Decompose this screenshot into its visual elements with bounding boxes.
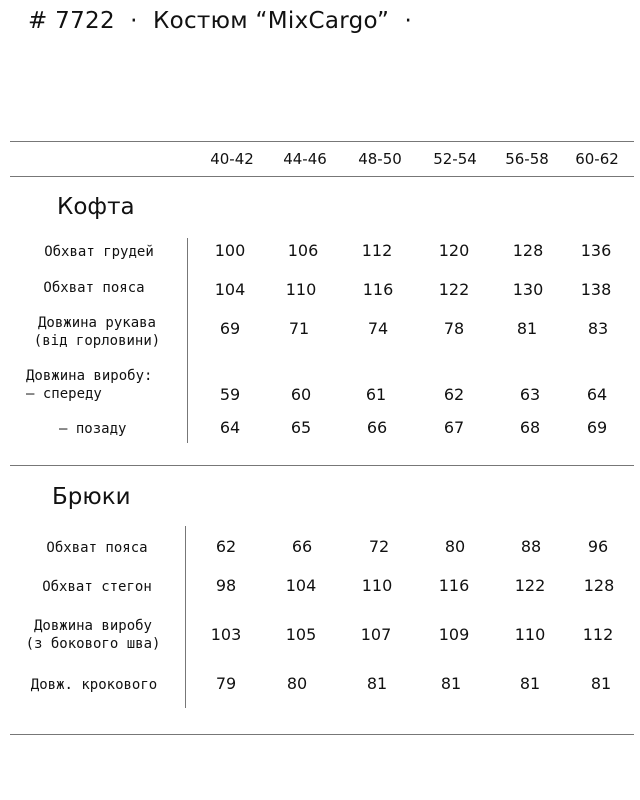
- row-label: Обхват пояса: [46, 540, 148, 556]
- table-cell: 110: [285, 280, 317, 299]
- row-label: Довж. крокового: [30, 677, 158, 693]
- table-cell: 96: [587, 537, 609, 556]
- size-header: 44-46: [283, 150, 327, 168]
- table-cell: 66: [291, 537, 313, 556]
- table-cell: 138: [580, 280, 612, 299]
- table-cell: 61: [365, 385, 387, 404]
- row-label: Обхват стегон: [42, 579, 152, 595]
- table-cell: 80: [286, 674, 308, 693]
- table-cell: 103: [210, 625, 242, 644]
- table-cell: 79: [215, 674, 237, 693]
- table-cell: 59: [219, 385, 241, 404]
- table-cell: 105: [285, 625, 317, 644]
- table-cell: 106: [287, 241, 319, 260]
- table-cell: 136: [580, 241, 612, 260]
- table-cell: 104: [285, 576, 317, 595]
- table-cell: 122: [438, 280, 470, 299]
- divider-bottom: [10, 734, 634, 735]
- table-cell: 72: [368, 537, 390, 556]
- table-cell: 107: [360, 625, 392, 644]
- table-cell: 62: [443, 385, 465, 404]
- table-cell: 109: [438, 625, 470, 644]
- size-header: 60-62: [575, 150, 619, 168]
- row-label: Довжина рукава (від горловини): [33, 315, 161, 349]
- page-title: # 7722 · Костюм “MixCargo” ·: [28, 8, 413, 34]
- table-cell: 71: [288, 319, 310, 338]
- table-cell: 112: [582, 625, 614, 644]
- table-cell: 81: [516, 319, 538, 338]
- table-cell: 128: [583, 576, 615, 595]
- table-cell: 98: [215, 576, 237, 595]
- table-cell: 68: [519, 418, 541, 437]
- table-cell: 81: [440, 674, 462, 693]
- table-cell: 63: [519, 385, 541, 404]
- table-cell: 65: [290, 418, 312, 437]
- table-cell: 66: [366, 418, 388, 437]
- table-cell: 116: [362, 280, 394, 299]
- table-cell: 81: [590, 674, 612, 693]
- pants-label-divider: [185, 526, 186, 708]
- size-header: 48-50: [358, 150, 402, 168]
- table-cell: 112: [361, 241, 393, 260]
- table-cell: 122: [514, 576, 546, 595]
- row-label: Довжина виробу: – спереду: [26, 368, 153, 402]
- table-cell: 120: [438, 241, 470, 260]
- row-label: – позаду: [59, 421, 127, 437]
- row-label: Обхват грудей: [44, 244, 154, 260]
- table-cell: 74: [367, 319, 389, 338]
- table-cell: 88: [520, 537, 542, 556]
- table-cell: 78: [443, 319, 465, 338]
- table-cell: 110: [361, 576, 393, 595]
- size-header: 52-54: [433, 150, 477, 168]
- table-cell: 130: [512, 280, 544, 299]
- table-cell: 80: [444, 537, 466, 556]
- row-label: Довжина виробу (з бокового шва): [25, 618, 161, 652]
- divider-middle: [10, 465, 634, 466]
- table-cell: 104: [214, 280, 246, 299]
- table-cell: 110: [514, 625, 546, 644]
- table-cell: 64: [219, 418, 241, 437]
- table-cell: 60: [290, 385, 312, 404]
- table-cell: 81: [366, 674, 388, 693]
- table-cell: 62: [215, 537, 237, 556]
- table-cell: 64: [586, 385, 608, 404]
- table-cell: 100: [214, 241, 246, 260]
- row-label: Обхват пояса: [43, 280, 145, 296]
- jacket-label-divider: [187, 238, 188, 443]
- table-cell: 128: [512, 241, 544, 260]
- table-cell: 81: [519, 674, 541, 693]
- size-header: 40-42: [210, 150, 254, 168]
- table-cell: 83: [587, 319, 609, 338]
- divider-header: [10, 176, 634, 177]
- section-title-pants: Брюки: [52, 484, 131, 510]
- table-cell: 67: [443, 418, 465, 437]
- divider-top: [10, 141, 634, 142]
- table-cell: 116: [438, 576, 470, 595]
- table-cell: 69: [586, 418, 608, 437]
- size-header: 56-58: [505, 150, 549, 168]
- section-title-jacket: Кофта: [57, 194, 135, 220]
- table-cell: 69: [219, 319, 241, 338]
